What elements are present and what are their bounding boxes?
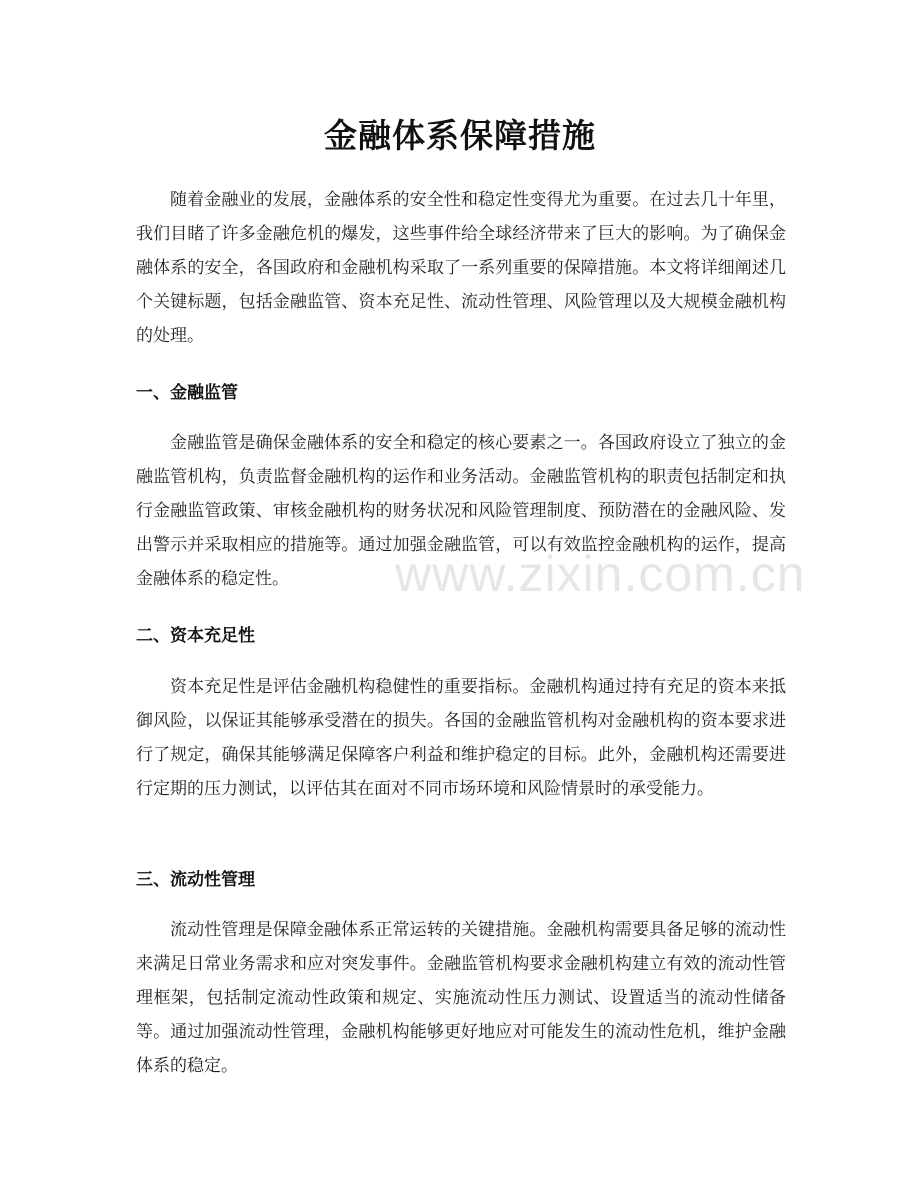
section-body-liquidity: 流动性管理是保障金融体系正常运转的关键措施。金融机构需要具备足够的流动性来满足日常业务需求和应对突发事件。金融监管机构要求金融机构建立有效的流动性管理框架，包括制定流动性政策和规定、实施流动性压力测试、设置适当的流动性储备等。通过加强流动性管理，金融机构能够更好地应对可能发生的流动性危机，维护金融体系的稳定。 bbox=[136, 920, 786, 1076]
section-heading-capital-adequacy: 二、资本充足性 bbox=[136, 626, 255, 646]
intro-paragraph: 随着金融业的发展，金融体系的安全性和稳定性变得尤为重要。在过去几十年里，我们目睹了许多金融危机的爆发，这些事件给全球经济带来了巨大的影响。为了确保金融体系的安全，各国政府和金融机构采取了一系列重要的保障措施。本文将详细阐述几个关键标题，包括金融监管、资本充足性、流动性管理、风险管理以及大规模金融机构的处理。 bbox=[136, 190, 786, 346]
section-body-regulation: 金融监管是确保金融体系的安全和稳定的核心要素之一。各国政府设立了独立的金融监管机构，负责监督金融机构的运作和业务活动。金融监管机构的职责包括制定和执行金融监管政策、审核金融机构的财务状况和风险管理制度、预防潜在的金融风险、发出警示并采取相应的措施等。通过加强金融监管，可以有效监控金融机构的运作，提高金融体系的稳定性。 bbox=[136, 433, 786, 589]
section-body-capital-adequacy: 资本充足性是评估金融机构稳健性的重要指标。金融机构通过持有充足的资本来抵御风险，以保证其能够承受潜在的损失。各国的金融监管机构对金融机构的资本要求进行了规定，确保其能够满足保障客户利益和维护稳定的目标。此外，金融机构还需要进行定期的压力测试，以评估其在面对不同市场环境和风险情景时的承受能力。 bbox=[136, 677, 786, 799]
page-title: 金融体系保障措施 bbox=[324, 116, 596, 155]
section-heading-liquidity: 三、流动性管理 bbox=[136, 870, 255, 890]
section-heading-regulation: 一、金融监管 bbox=[136, 383, 238, 403]
watermark: www.zixin.com.cn bbox=[395, 546, 806, 602]
